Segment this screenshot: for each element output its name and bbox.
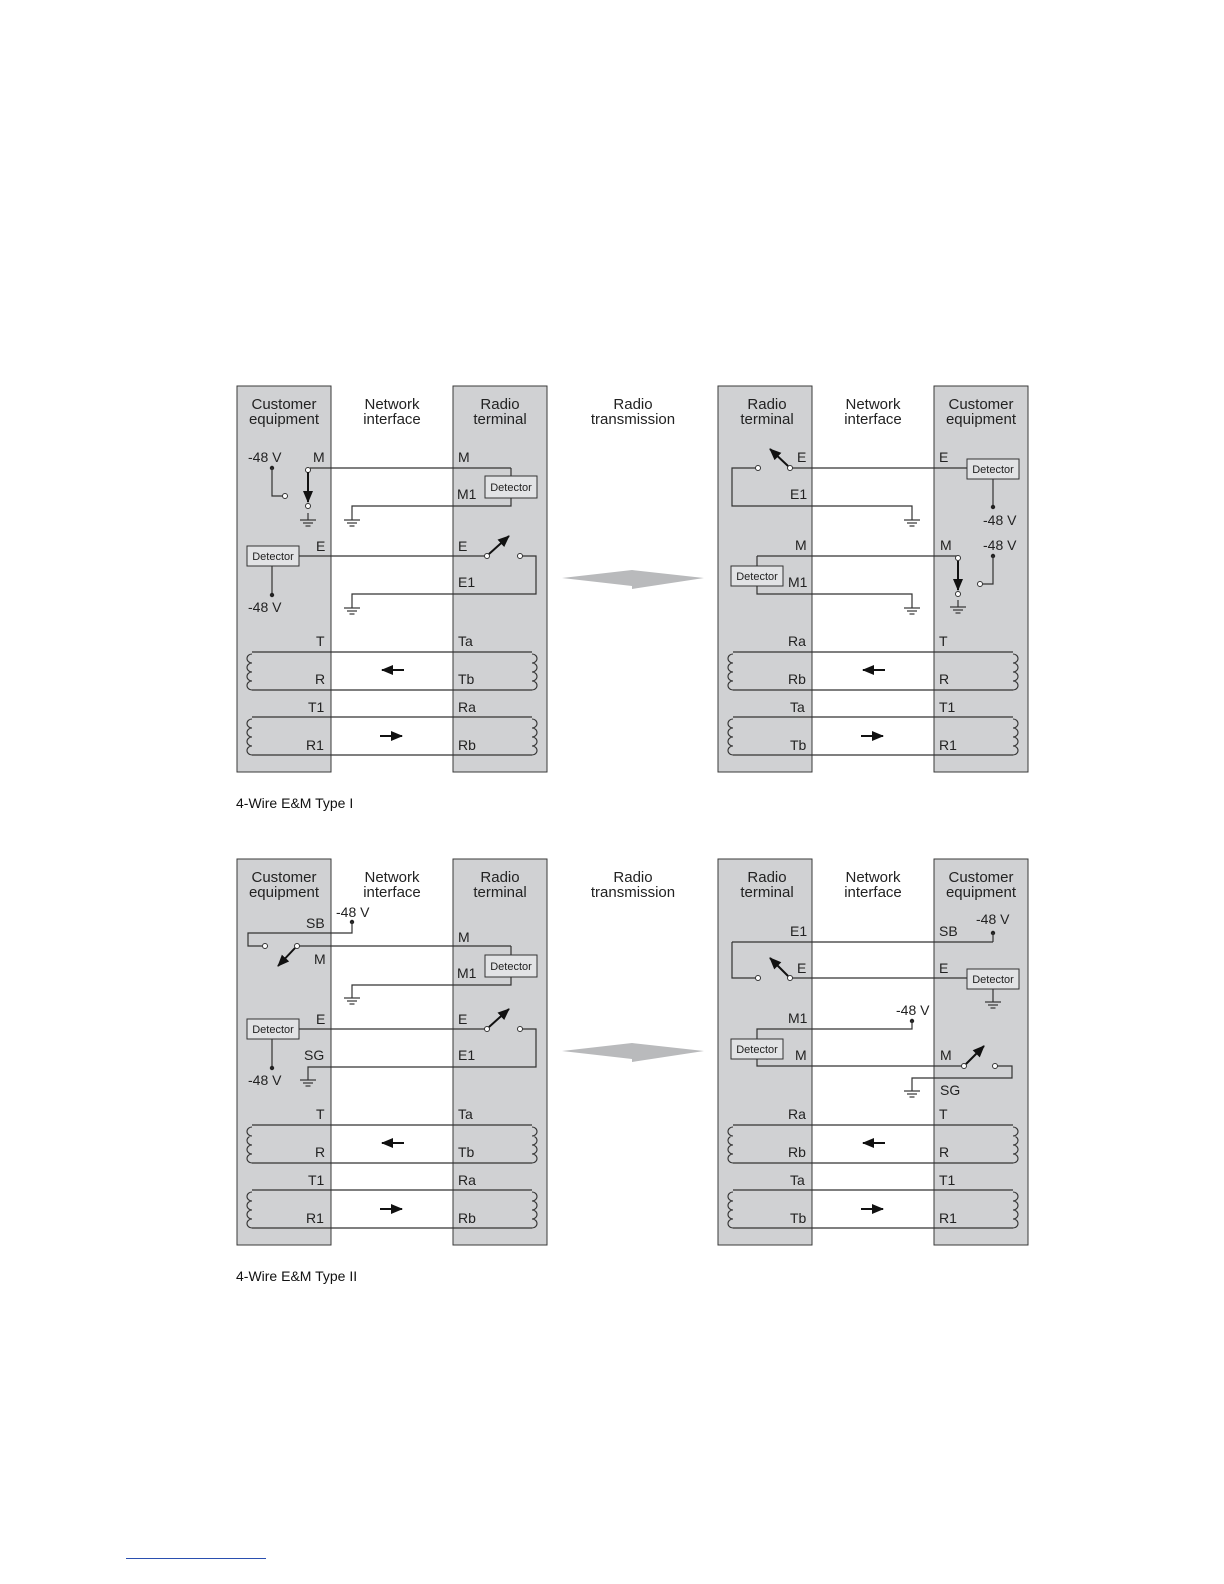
voltage-label: -48 V bbox=[983, 537, 1017, 553]
signal-label: R1 bbox=[939, 1210, 957, 1226]
header-radio-terminal: Radio terminal bbox=[473, 869, 527, 901]
header-customer: Customer equipment bbox=[248, 396, 320, 428]
signal-label: M bbox=[314, 951, 326, 967]
voltage-label: -48 V bbox=[983, 512, 1017, 528]
signal-label: M bbox=[940, 1047, 952, 1063]
detector-label: Detector bbox=[490, 482, 532, 494]
signal-label: E bbox=[939, 960, 949, 976]
signal-label: R bbox=[315, 1144, 326, 1160]
radio-bolt-icon bbox=[562, 570, 632, 586]
signal-label: M bbox=[795, 537, 807, 553]
voltage-label: -48 V bbox=[248, 1072, 282, 1088]
header-radio-transmission: Radio transmission bbox=[590, 396, 676, 428]
signal-label: M1 bbox=[788, 574, 808, 590]
signal-label: Ta bbox=[790, 699, 805, 715]
footnote-rule bbox=[126, 1558, 266, 1559]
signal-label: Ra bbox=[788, 1106, 806, 1122]
signal-label: R1 bbox=[306, 737, 324, 753]
signal-label: Ta bbox=[458, 633, 473, 649]
radio-bolt-icon bbox=[632, 1043, 704, 1062]
header-customer: Customer equipment bbox=[248, 869, 320, 901]
signal-label: Tb bbox=[458, 671, 475, 687]
signal-label: M1 bbox=[457, 965, 477, 981]
signal-label: Rb bbox=[788, 671, 806, 687]
caption-type2: 4-Wire E&M Type II bbox=[236, 1268, 358, 1284]
type2-diagram bbox=[236, 859, 1028, 1284]
signal-label: Ra bbox=[458, 1172, 476, 1188]
signal-label: Ta bbox=[790, 1172, 805, 1188]
signal-label: T1 bbox=[939, 1172, 956, 1188]
signal-label: T bbox=[316, 633, 325, 649]
header-radio-terminal: Radio terminal bbox=[740, 869, 794, 901]
signal-label: T1 bbox=[308, 699, 325, 715]
signal-label: M1 bbox=[457, 486, 477, 502]
signal-label: M bbox=[313, 449, 325, 465]
radio-bolt-icon bbox=[562, 1043, 632, 1059]
signal-label: E1 bbox=[790, 486, 808, 502]
signal-label: T bbox=[939, 1106, 948, 1122]
caption-type1: 4-Wire E&M Type I bbox=[236, 795, 354, 811]
radio-bolt-icon bbox=[632, 570, 704, 589]
voltage-label: -48 V bbox=[976, 911, 1010, 927]
signal-label: E bbox=[458, 538, 468, 554]
header-network: Network interface bbox=[363, 869, 421, 901]
signal-label: T1 bbox=[308, 1172, 325, 1188]
signal-label: E bbox=[797, 449, 807, 465]
type1-diagram bbox=[236, 386, 1028, 811]
signal-label: R1 bbox=[939, 737, 957, 753]
signal-label: E bbox=[316, 1011, 326, 1027]
voltage-label: -48 V bbox=[248, 449, 282, 465]
detector-label: Detector bbox=[972, 974, 1014, 986]
header-customer: Customer equipment bbox=[945, 869, 1017, 901]
signal-label: R bbox=[315, 671, 326, 687]
signal-label: M bbox=[940, 537, 952, 553]
signal-label: Tb bbox=[458, 1144, 475, 1160]
header-radio-transmission: Radio transmission bbox=[590, 869, 676, 901]
signal-label: Tb bbox=[790, 1210, 807, 1226]
signal-label: M bbox=[458, 449, 470, 465]
detector-label: Detector bbox=[252, 551, 294, 563]
signal-label: T bbox=[316, 1106, 325, 1122]
header-network: Network interface bbox=[844, 396, 902, 428]
detector-label: Detector bbox=[490, 961, 532, 973]
detector-label: Detector bbox=[252, 1024, 294, 1036]
header-network: Network interface bbox=[363, 396, 421, 428]
signal-label: E bbox=[797, 960, 807, 976]
signal-label: E1 bbox=[458, 574, 476, 590]
signal-label: E bbox=[316, 538, 326, 554]
voltage-label: -48 V bbox=[248, 599, 282, 615]
signal-label: Rb bbox=[458, 1210, 476, 1226]
voltage-label: -48 V bbox=[896, 1002, 930, 1018]
signal-label: E bbox=[458, 1011, 468, 1027]
signal-label: R bbox=[939, 671, 950, 687]
signal-label: M bbox=[458, 929, 470, 945]
signal-label: M1 bbox=[788, 1010, 808, 1026]
detector-label: Detector bbox=[972, 464, 1014, 476]
signal-label: SG bbox=[304, 1047, 325, 1063]
header-network: Network interface bbox=[844, 869, 902, 901]
voltage-label: -48 V bbox=[336, 904, 370, 920]
signal-label: R1 bbox=[306, 1210, 324, 1226]
signal-label: R bbox=[939, 1144, 950, 1160]
signal-label: SB bbox=[939, 923, 958, 939]
signal-label: Rb bbox=[788, 1144, 806, 1160]
signal-label: Ra bbox=[788, 633, 806, 649]
signal-label: T1 bbox=[939, 699, 956, 715]
header-radio-terminal: Radio terminal bbox=[740, 396, 794, 428]
detector-label: Detector bbox=[736, 1044, 778, 1056]
header-radio-terminal: Radio terminal bbox=[473, 396, 527, 428]
signal-label: SB bbox=[306, 915, 325, 931]
signal-label: Ta bbox=[458, 1106, 473, 1122]
detector-label: Detector bbox=[736, 571, 778, 583]
signal-label: E bbox=[939, 449, 949, 465]
signal-label: SG bbox=[940, 1082, 961, 1098]
signal-label: Ra bbox=[458, 699, 476, 715]
signal-label: Rb bbox=[458, 737, 476, 753]
signal-label: E1 bbox=[790, 923, 808, 939]
signal-label: T bbox=[939, 633, 948, 649]
header-customer: Customer equipment bbox=[945, 396, 1017, 428]
signal-label: E1 bbox=[458, 1047, 476, 1063]
signal-label: M bbox=[795, 1047, 807, 1063]
signal-label: Tb bbox=[790, 737, 807, 753]
